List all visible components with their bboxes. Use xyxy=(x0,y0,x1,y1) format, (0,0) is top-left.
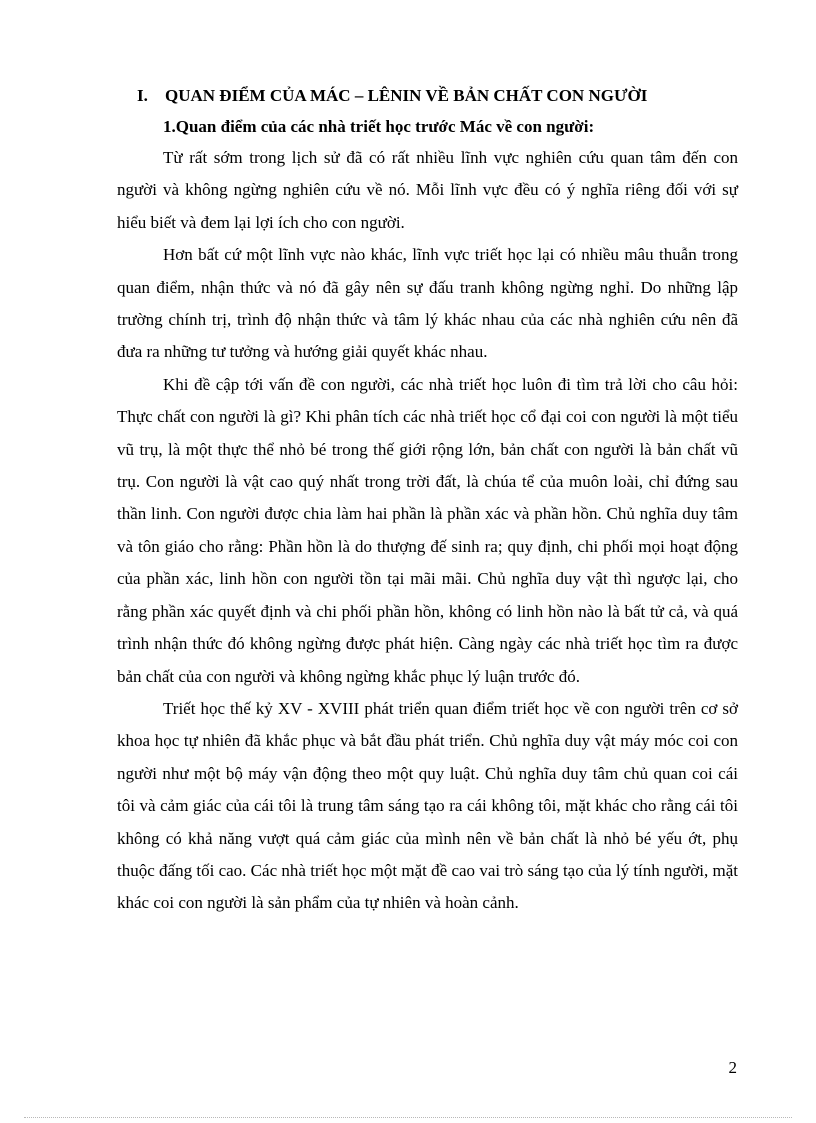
page-number: 2 xyxy=(728,1058,737,1077)
section-number: I. xyxy=(137,86,148,105)
paragraph-1: Từ rất sớm trong lịch sử đã có rất nhiều lĩnh vực nghiên cứu quan tâm đến con người và không ngừng nghiên cứu về nó. Mỗi lĩnh vực đều có ý nghĩa riêng đối với sự hiểu biết và đem lại lợi ích cho con người. xyxy=(117,148,738,232)
page-bottom-divider xyxy=(24,1117,792,1118)
page-content xyxy=(117,80,738,920)
section-heading xyxy=(117,80,738,111)
paragraph-3: Khi đề cập tới vấn đề con người, các nhà triết học luôn đi tìm trả lời cho câu hỏi: Thực chất con người là gì? Khi phân tích các nhà triết học cổ đại coi con người là một tiểu vũ trụ, là một thực thể nhỏ bé trong thế giới rộng lớn, bản chất con người là bản chất vũ trụ. Con người là vật cao quý nhất trong trời đất, là chúa tể của muôn loài, chỉ đứng sau thần linh. Con người được chia làm hai phần là phần xác và phần hồn. Chủ nghĩa duy tâm và tôn giáo cho rằng: Phần hồn là do thượng đế sinh ra; quy định, chi phối mọi hoạt động của phần xác, linh hồn con người tồn tại mãi mãi. Chủ nghĩa duy vật thì ngược lại, cho rằng phần xác quyết định và chi phối phần hồn, không có linh hồn nào là bất tử cả, và quá trình nhận thức đó không ngừng được phát hiện. Càng ngày các nhà triết học tìm ra được bản chất của con người và không ngừng khắc phục lý luận trước đó. xyxy=(117,374,738,686)
paragraph-2: Hơn bất cứ một lĩnh vực nào khác, lĩnh vực triết học lại có nhiều mâu thuẫn trong quan điểm, nhận thức và nó đã gây nên sự đấu tranh không ngừng nghỉ. Do những lập trường chính trị, trình độ nhận thức và tâm lý khác nhau của các nhà nghiên cứu nên đã đưa ra những tư tưởng và hướng giải quyết khác nhau. xyxy=(117,245,738,362)
section-title: QUAN ĐIỂM CỦA MÁC – LÊNIN VỀ BẢN CHẤT CON NGƯỜI xyxy=(165,86,648,105)
paragraph-4: Triết học thế kỷ XV - XVIII phát triển quan điểm triết học về con người trên cơ sở khoa học tự nhiên đã khắc phục và bắt đầu phát triển. Chủ nghĩa duy vật máy móc coi con người như một bộ máy vận động theo một quy luật. Chủ nghĩa duy tâm chủ quan coi cái tôi và cảm giác của cái tôi là trung tâm sáng tạo ra cái không tôi, mặt khác cho rằng cái tôi không có khả năng vượt quá cảm giác của mình nên về bản chất là nhỏ bé yếu ớt, phụ thuộc đấng tối cao. Các nhà triết học một mặt đề cao vai trò sáng tạo của lý tính người, mặt khác coi con người là sản phẩm của tự nhiên và hoàn cảnh. xyxy=(117,698,738,913)
subsection-heading: 1.Quan điểm của các nhà triết học trước Mác về con người: xyxy=(163,117,595,136)
